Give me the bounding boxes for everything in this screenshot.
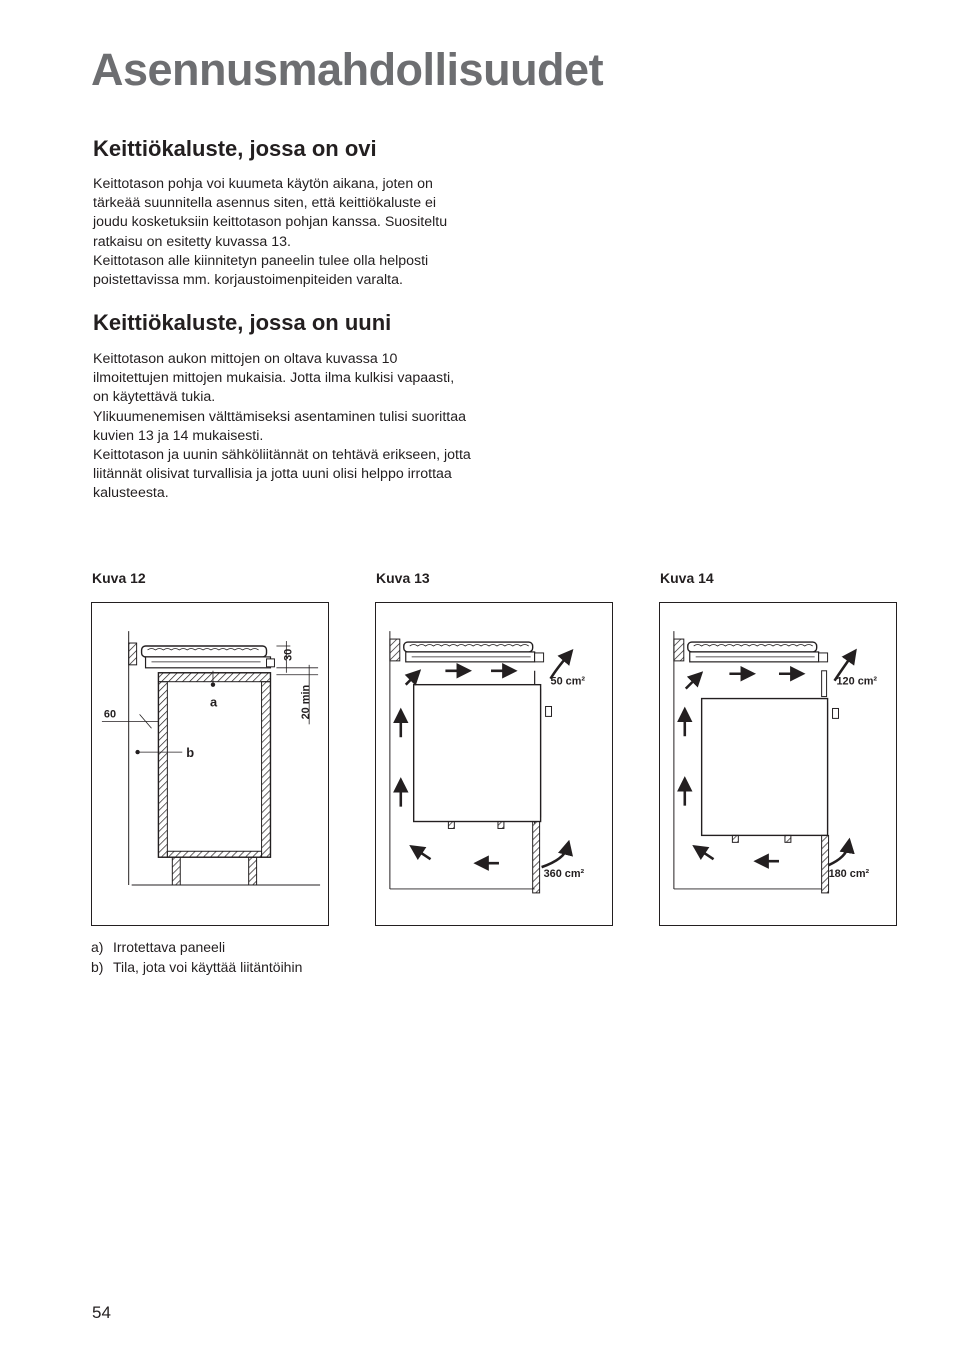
paragraph: Keittotason aukon mittojen on oltava kuvassa 10 ilmoitettujen mittojen mukaisia. Jotta ilma kulkisi vapaasti, on käytettävä tukia. [93,351,455,406]
section-body-door [93,175,473,290]
marker-b-label: b [186,745,195,761]
marker-a-label: a [210,694,218,710]
legend-key: a) [91,939,104,955]
oven-body [414,685,541,822]
figure-14-label: Kuva 14 [660,570,714,586]
oven-handle [833,708,839,718]
figure-12-diagram [92,603,328,925]
figure-14 [659,602,897,926]
worktop-left [390,639,400,661]
oven-support [785,835,791,842]
bottom-vent-label: 180 cm² [828,868,870,881]
hob-clip [535,653,544,662]
oven-support [732,835,738,842]
plinth [533,822,540,893]
section-body-oven [93,350,473,504]
hob-clip [267,659,275,667]
figure-14-diagram [660,603,896,925]
cabinet-left-side [158,682,167,858]
legend-key: b) [91,958,104,975]
legend-item [91,958,302,978]
section-heading-oven: Keittiökaluste, jossa on uuni [93,310,392,335]
dimension-60-label: 60 [103,708,117,721]
figure-13-label: Kuva 13 [376,570,430,586]
paragraph: Keittotason pohja voi kuumeta käytön aikana, joten on tärkeää suunnitella asennus siten, että keittiökaluste ei joudu kosketuksiin keittotason pohjan kanssa. Suositeltu ratkaisu on esitetty kuvassa 13. [93,176,448,250]
hob-outline [142,646,271,668]
legend-text: Irrotettava paneeli [113,939,226,955]
figure-13-diagram [376,603,612,925]
oven-support [448,822,454,829]
plinth [822,835,829,893]
paragraph: Keittotason alle kiinnitetyn paneelin tulee olla helposti poistettavissa mm. korjaustoimenpiteiden varalta. [93,252,429,289]
paragraph: Keittotason ja uunin sähköliitännät on tehtävä erikseen, jotta liitännät olisivat turvallisia ja jotta uuni olisi helppo irrottaa kalusteesta. [93,447,471,502]
figure-legend [91,938,302,977]
top-vent-label: 120 cm² [836,675,878,688]
oven-body [702,699,828,836]
dimension-30-label: 30 [282,648,295,661]
cabinet-leg [172,857,180,885]
bottom-vent-label: 360 cm² [543,868,585,881]
worktop-left [129,643,137,665]
oven-support [498,822,504,829]
legend-text: Tila, jota voi käyttää liitäntöihin [113,958,303,975]
dimension-20min-label: 20 min [300,684,313,720]
oven-handle [546,706,552,716]
figure-12 [91,602,329,926]
hob-clip [819,653,828,662]
hob-outline [688,642,819,662]
figure-12-label: Kuva 12 [92,570,146,586]
vent-panel [822,671,827,697]
cabinet-bottom [167,851,261,857]
cabinet-leg [249,857,257,885]
page-number: 54 [92,1303,111,1322]
hob-outline [404,642,535,662]
cabinet-right-side [262,682,271,858]
legend-item [91,938,302,958]
page-title: Asennusmahdollisuudet [91,44,604,95]
worktop-left [674,639,684,661]
paragraph: Ylikuumenemisen välttämiseksi asentaminen tulisi suorittaa kuvien 13 ja 14 mukaisesti. [93,408,466,444]
top-vent-label: 50 cm² [550,675,586,688]
figure-13 [375,602,613,926]
section-heading-door: Keittiökaluste, jossa on ovi [93,136,377,161]
removable-panel [158,673,270,682]
